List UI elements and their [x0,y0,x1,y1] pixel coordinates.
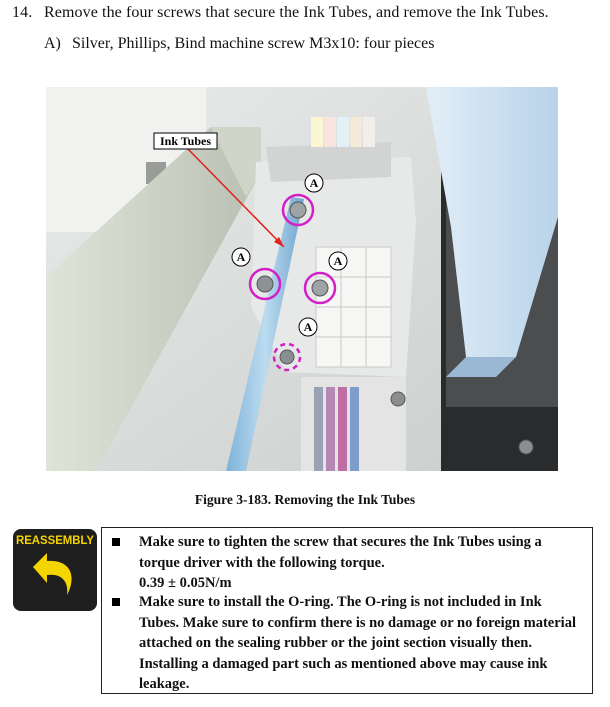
screw-marker-a [299,318,317,336]
substep-text: Silver, Phillips, Bind machine screw M3x10: four pieces [72,35,435,52]
holder-top [266,142,391,182]
note-text: Make sure to install the O-ring. The O-ring is not included in Ink Tubes. Make sure to confirm there is no damage or no foreign material attached on the sealing rubber or the joint section visually then. Installing a damaged part such as mentioned above may cause ink leakage. [139,594,576,692]
callout-label [154,133,217,149]
screw-marker-a [305,174,323,192]
figure-caption: Figure 3-183. Removing the Ink Tubes [194,492,416,507]
reassembly-notes [101,527,593,694]
substep-instruction [44,35,434,53]
ink-line [350,387,359,471]
svg-text:A: A [303,320,313,334]
ink-tube-tip [337,117,349,147]
ink-line [314,387,323,471]
ink-tube-tip [311,117,323,147]
screw [280,350,294,364]
step-instruction [12,4,549,22]
ink-line [338,387,347,471]
torque-value: 0.39 ± 0.05N/m [139,575,232,591]
ink-tubes-photo [46,87,558,471]
svg-text:Ink Tubes: Ink Tubes [159,134,212,148]
ink-tube-tip [363,117,375,147]
svg-text:A: A [309,176,319,190]
ink-line [326,387,335,471]
screw [391,392,405,406]
screw [257,276,273,292]
step-number: 14. [12,4,33,21]
substep-letter: A) [44,35,61,52]
screw-marker-a [329,252,347,270]
screw [312,280,328,296]
screw [519,440,533,454]
bullet-square-icon [112,598,120,606]
bullet-square-icon [112,538,120,546]
svg-text:A: A [236,250,246,264]
reassembly-badge [13,529,97,611]
svg-text:A: A [333,254,343,268]
step-text: Remove the four screws that secure the Ink Tubes, and remove the Ink Tubes. [44,4,549,21]
badge-label: REASSEMBLY [16,535,95,547]
ink-tube-tip [350,117,362,147]
screw-marker-a [232,248,250,266]
ink-tube-tip [324,117,336,147]
note-text: Make sure to tighten the screw that secures the Ink Tubes using a torque driver with the following torque. [139,534,542,571]
screw [290,202,306,218]
